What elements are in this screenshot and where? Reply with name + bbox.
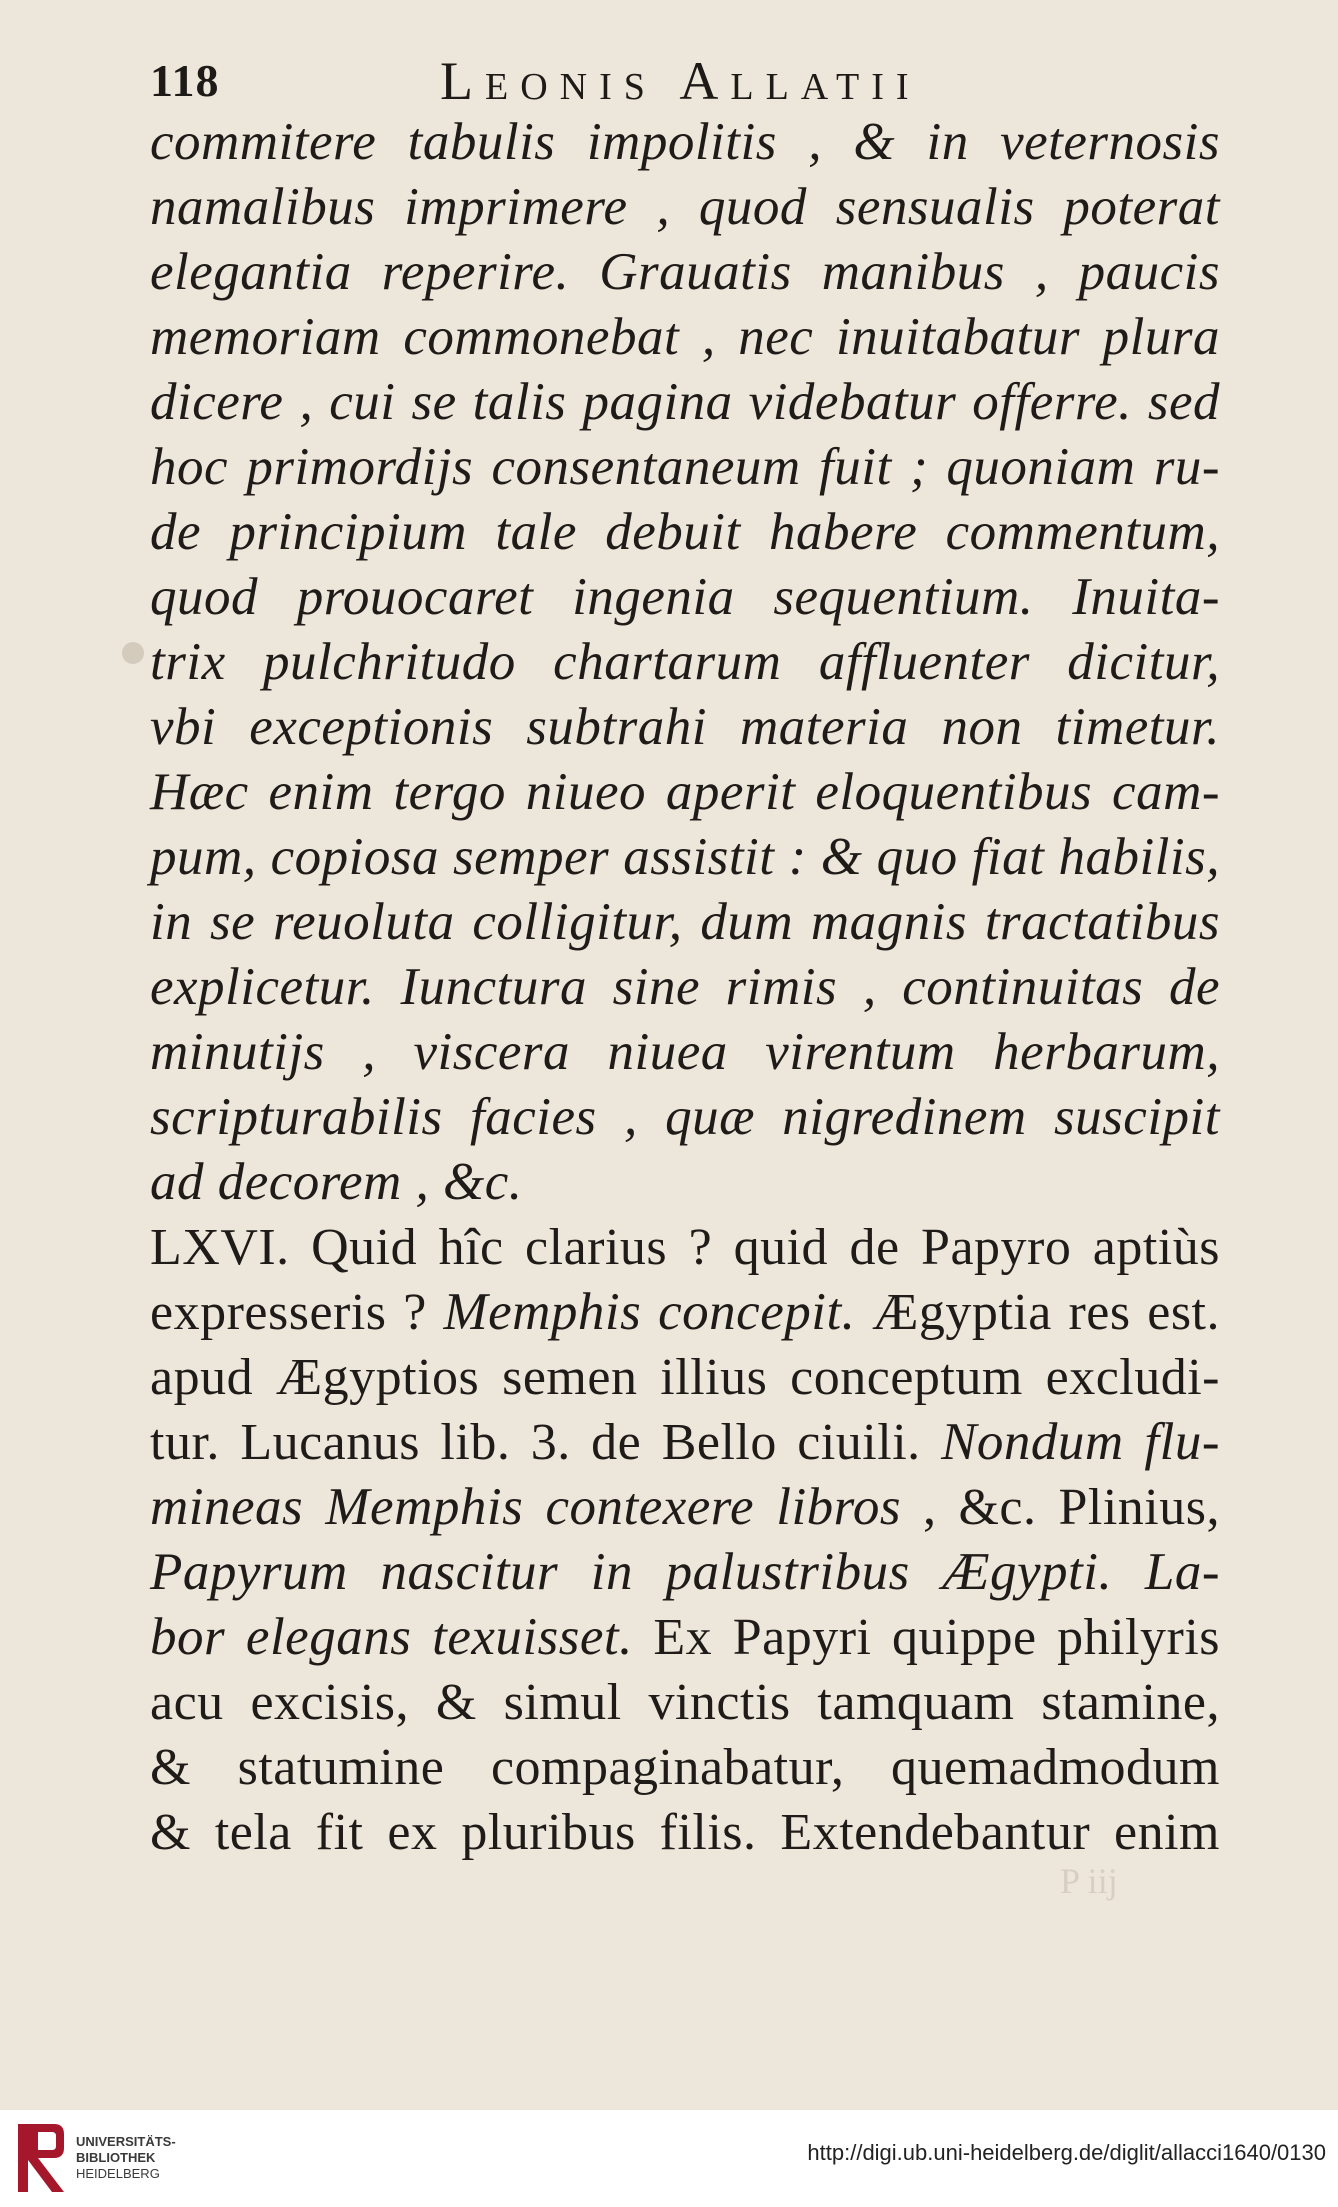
text-line (150, 1410, 1220, 1475)
italic-text: pum, copiosa semper assistit : & quo fiat habilis, (150, 828, 1220, 886)
italic-text: quod prouocaret ingenia sequentium. Inuita- (150, 568, 1220, 626)
italic-text: memoriam commonebat , nec inuitabatur plura (150, 308, 1220, 366)
page-number: 118 (150, 55, 220, 106)
italic-text: dicere , cui se talis pagina videbatur offerre. sed (150, 373, 1220, 431)
italic-text: elegantia reperire. Grauatis manibus , paucis (150, 243, 1220, 301)
italic-text: hoc primordijs consentaneum fuit ; quoniam ru- (150, 438, 1220, 496)
italic-text: scripturabilis facies , quæ nigredinem suscipit (150, 1088, 1220, 1146)
text-line (150, 760, 1220, 825)
library-name-line-1: UNIVERSITÄTS- (76, 2134, 176, 2149)
roman-text: Ex Papyri quippe philyris (632, 1609, 1221, 1666)
text-line (150, 435, 1220, 500)
italic-text: in se reuoluta colligitur, dum magnis tractatibus (150, 893, 1220, 951)
italic-text: Memphis concepit. (443, 1283, 856, 1341)
library-name (76, 2134, 176, 2182)
roman-text: apud Ægyptios semen illius conceptum excludi- (150, 1349, 1220, 1406)
body-text (150, 110, 1220, 1865)
text-line (150, 1020, 1220, 1085)
text-line (150, 370, 1220, 435)
text-line (150, 1150, 1220, 1215)
italic-text: mineas Memphis contexere libros (150, 1478, 901, 1536)
library-name-line-3: HEIDELBERG (76, 2166, 160, 2181)
italic-text: ad decorem , &c. (150, 1153, 523, 1211)
text-line (150, 1800, 1220, 1865)
text-line (150, 565, 1220, 630)
text-line (150, 1605, 1220, 1670)
text-line (150, 305, 1220, 370)
roman-text: LXVI. Quid hîc clarius ? quid de Papyro aptiùs (150, 1219, 1220, 1276)
roman-text: Ægyptia res est. (855, 1284, 1221, 1341)
text-line (150, 1540, 1220, 1605)
text-line (150, 500, 1220, 565)
paper-stain (122, 642, 144, 664)
text-line (150, 1475, 1220, 1540)
text-line (150, 955, 1220, 1020)
italic-text: bor elegans texuisset. (150, 1608, 633, 1666)
text-line (150, 1215, 1220, 1280)
text-line (150, 1280, 1220, 1345)
italic-text: minutijs , viscera niuea virentum herbarum, (150, 1023, 1220, 1081)
library-logo-icon (14, 2118, 68, 2198)
roman-text: acu excisis, & simul vinctis tamquam stamine, (150, 1674, 1220, 1731)
roman-text: , &c. Plinius, (900, 1479, 1220, 1536)
italic-text: Papyrum nascitur in palustribus Ægypti. La- (150, 1543, 1220, 1601)
italic-text: Hæc enim tergo niueo aperit eloquentibus cam- (150, 763, 1220, 821)
viewer-footer (0, 2110, 1338, 2207)
text-line (150, 825, 1220, 890)
text-line (150, 240, 1220, 305)
text-line (150, 695, 1220, 760)
italic-text: trix pulchritudo chartarum affluenter dicitur, (150, 633, 1220, 691)
roman-text: expresseris ? (150, 1284, 444, 1341)
italic-text: commitere tabulis impolitis , & in veternosis (150, 113, 1220, 171)
permalink-url[interactable]: http://digi.ub.uni-heidelberg.de/diglit/allacci1640/0130 (807, 2140, 1326, 2165)
text-line (150, 175, 1220, 240)
text-line (150, 110, 1220, 175)
italic-text: namalibus imprimere , quod sensualis poterat (150, 178, 1220, 236)
roman-text: tur. Lucanus lib. 3. de Bello ciuili. (150, 1414, 942, 1471)
italic-text: de principium tale debuit habere commentum, (150, 503, 1220, 561)
italic-text: Nondum flu- (941, 1413, 1220, 1471)
text-line (150, 1345, 1220, 1410)
text-line (150, 1670, 1220, 1735)
running-title: Leonis Allatii (440, 51, 921, 111)
signature-mark: P iij (1060, 1861, 1118, 1901)
italic-text: explicetur. Iunctura sine rimis , continuitas de (150, 958, 1220, 1016)
roman-text: & statumine compaginabatur, quemadmodum (150, 1739, 1220, 1796)
roman-text: & tela fit ex pluribus filis. Extendebantur enim (150, 1804, 1220, 1861)
text-line (150, 890, 1220, 955)
text-line (150, 1735, 1220, 1800)
italic-text: vbi exceptionis subtrahi materia non timetur. (150, 698, 1220, 756)
text-line (150, 1085, 1220, 1150)
library-name-line-2: BIBLIOTHEK (76, 2150, 156, 2165)
text-line (150, 630, 1220, 695)
